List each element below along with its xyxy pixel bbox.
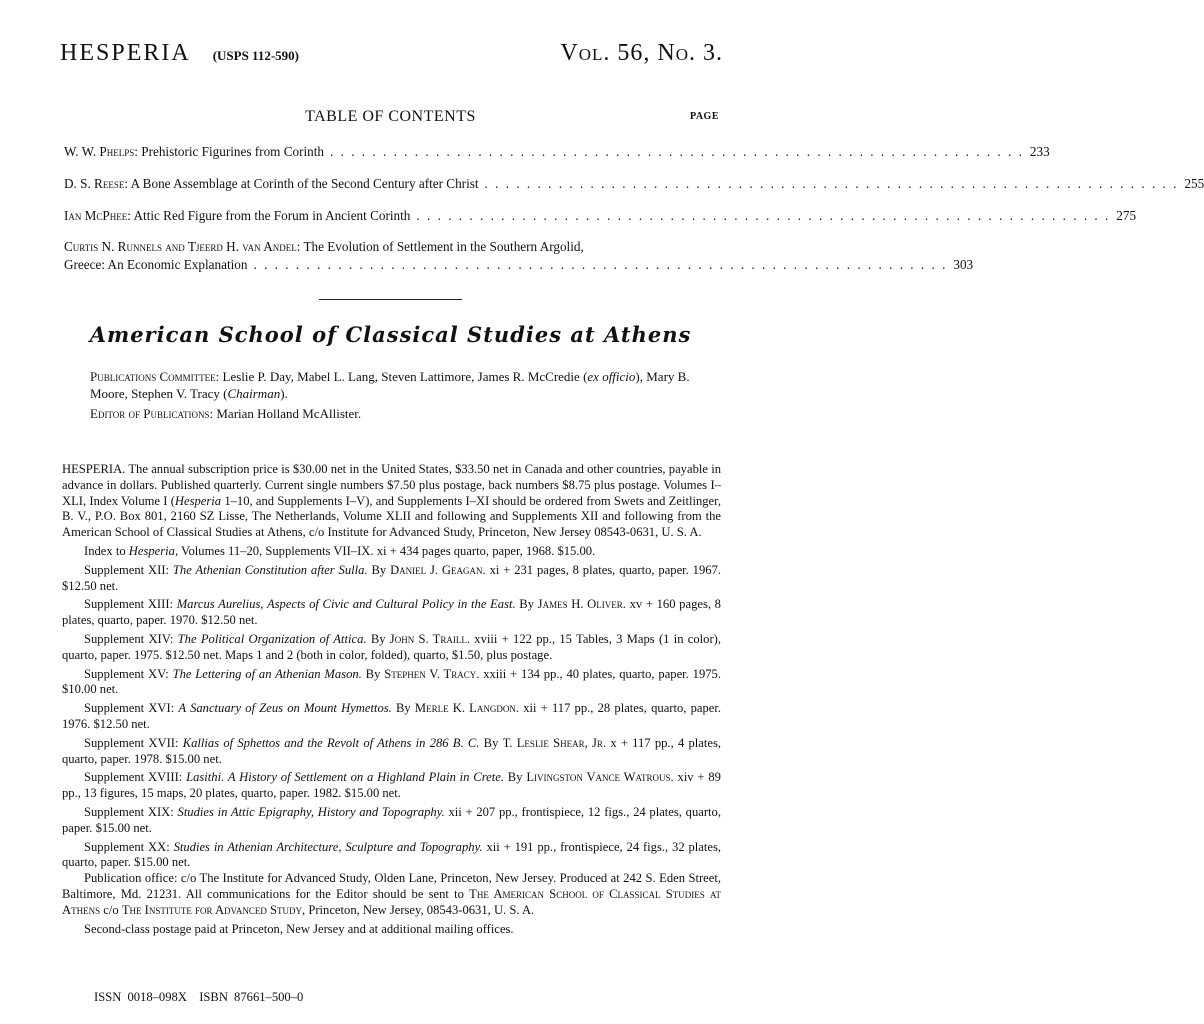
supplement-entry — [62, 597, 721, 629]
supplement-author: Livingston Vance Watrous. — [526, 770, 674, 785]
toc-article-title: Prehistoric Figurines from Corinth — [141, 144, 325, 159]
supplement-entry — [62, 563, 721, 595]
supplement-label: Supplement XX: — [84, 839, 170, 854]
supplement-title: The Lettering of an Athenian Mason. — [172, 666, 362, 681]
supplement-details: xxiii + 134 pp., 40 plates, quarto, paper. 1975. $10.00 net. — [62, 666, 721, 697]
supplement-label: Supplement XIV: — [84, 631, 174, 646]
supplement-by: By — [395, 701, 411, 716]
supplement-by: By — [507, 770, 523, 785]
subscription-lead: HESPERIA. — [62, 462, 126, 476]
school-address-name: The American School of Classical Studies at Athens — [62, 886, 721, 917]
school-title: American School of Classical Studies at Athens — [89, 322, 692, 347]
supplement-entry — [62, 701, 721, 733]
supplement-title: Studies in Athenian Architecture, Sculpture and Topography. — [173, 839, 483, 854]
supplement-by: By — [483, 735, 499, 750]
chairman-note: Chairman — [227, 386, 281, 401]
committee-end: ). — [280, 386, 288, 401]
supplement-details: xv + 160 pages, 8 plates, quarto, paper. 1970. $12.50 net. — [62, 597, 721, 628]
committee-members-cont: ), Mary B. Moore, Stephen V. Tracy ( — [90, 369, 690, 401]
toc-article-title: A Bone Assemblage at Corinth of the Second Century after Christ — [130, 176, 479, 191]
supplement-title: Marcus Aurelius, Aspects of Civic and Cultural Policy in the East. — [176, 597, 516, 612]
editor-label: Editor of Publications: — [90, 406, 214, 421]
toc-article-title: The Evolution of Settlement in the Southern Argolid, — [303, 239, 584, 254]
toc-author: Curtis N. Runnels and Tjeerd H. van Andel: — [64, 239, 301, 254]
toc-author: Ian McPhee: — [64, 208, 131, 223]
isbn: ISBN 87661–500–0 — [199, 990, 304, 1004]
toc-page-label: PAGE — [689, 111, 719, 122]
supplement-title: Studies in Attic Epigraphy, History and Topography. — [177, 804, 445, 819]
supplement-entry — [62, 667, 721, 699]
toc-leader: . . . . . . . . . . . . . . . . . . . . . . . . . . . . . . . . . . . . . . . . . . . . . . . . . . . . . . . . . . . . . . . . . . — [484, 176, 1179, 191]
supplement-by: By — [519, 597, 534, 612]
volume-number: Vol. 56, No. 3. — [560, 40, 723, 66]
toc-author: D. S. Reese: — [64, 176, 129, 191]
supplement-label: Supplement XIII: — [84, 597, 174, 612]
publication-office-address: Princeton, New Jersey, 08543-0631, U. S. A. — [308, 902, 535, 917]
hesperia-italic: Hesperia — [174, 493, 222, 508]
supplement-author: Stephen V. Tracy. — [384, 666, 480, 681]
subscription-text: The annual subscription price is $30.00 net in the United States, $33.50 net in Canada and other countries, payable in advance in dollars. Published quarterly. Current single numbers $7.50 plus postage, back numbers $8.75 plus postage. Volumes I–XLI, Index Volume I ( — [62, 462, 722, 508]
postage-note: Second-class postage paid at Princeton, New Jersey and at additional mailing offices. — [84, 921, 514, 936]
toc-entry — [64, 238, 974, 274]
publication-office-text: Publication office: c/o The Institute for Advanced Study, Olden Lane, Princeton, New Jersey. Produced at 242 S. Eden Street, Baltimore, Md. 21231. All communications for the Editor should be sent to — [62, 871, 721, 901]
index-pre: Index to — [84, 543, 126, 558]
toc-leader: . . . . . . . . . . . . . . . . . . . . . . . . . . . . . . . . . . . . . . . . . . . . . . . . . . . . . . . . . . . . . . . . . . — [330, 144, 1024, 159]
section-divider — [319, 299, 462, 300]
journal-title: HESPERIA — [60, 40, 191, 66]
toc-page-number: 233 — [1029, 144, 1050, 159]
toc-entry — [64, 143, 1050, 161]
subscription-text-cont: 1–10, and Supplements I–V), and Supplements I–XI should be ordered from Swets and Zeitlinger, B. V., P.O. Box 801, 2160 SZ Lisse, The Netherlands, Volume XLII and following and Supplements XII and following from the American School of Classical Studies at Athens, c/o Institute for Advanced Study, Princeton, New Jersey 08543-0631, U. S. A. — [62, 493, 721, 540]
committee-label: Publications Committee: — [90, 369, 220, 384]
institute-name: The Institute for Advanced Study, — [121, 902, 306, 917]
supplement-label: Supplement XVIII: — [84, 770, 183, 785]
issn-isbn — [94, 990, 303, 1005]
supplement-entry — [62, 736, 721, 768]
supplement-entry — [62, 805, 721, 837]
supplement-entry — [62, 840, 721, 872]
subscription-paragraph — [62, 462, 721, 541]
supplement-author: T. Leslie Shear, Jr. — [502, 735, 607, 750]
supplement-title: The Athenian Constitution after Sulla. — [172, 562, 368, 577]
supplement-author: John S. Traill. — [389, 631, 471, 646]
toc-page-number: 255 — [1184, 176, 1204, 191]
publication-office — [62, 871, 721, 918]
index-details: Volumes 11–20, Supplements VII–IX. xi + 434 pages quarto, paper, 1968. $15.00. — [181, 543, 596, 558]
supplement-title: The Political Organization of Attica. — [177, 631, 367, 646]
supplement-title: A Sanctuary of Zeus on Mount Hymettos. — [178, 701, 392, 716]
supplement-details: xii + 207 pp., frontispiece, 12 figs., 24 plates, quarto, paper. $15.00 net. — [62, 804, 721, 835]
supplement-details: x + 117 pp., 4 plates, quarto, paper. 1978. $15.00 net. — [62, 735, 721, 766]
editor-name: Marian Holland McAllister. — [216, 406, 362, 421]
toc-article-title: Attic Red Figure from the Forum in Ancient Corinth — [133, 208, 411, 223]
ex-officio-note: ex officio — [587, 369, 636, 384]
toc-leader: . . . . . . . . . . . . . . . . . . . . . . . . . . . . . . . . . . . . . . . . . . . . . . . . . . . . . . . . . . . . . . . . . . — [253, 257, 948, 272]
supplement-title: Lasithi. A History of Settlement on a Highland Plain in Crete. — [186, 770, 504, 785]
page-header — [60, 40, 723, 74]
supplement-title: Kallias of Sphettos and the Revolt of Athens in 286 B. C. — [182, 735, 480, 750]
committee-members: Leslie P. Day, Mabel L. Lang, Steven Lattimore, James R. McCredie — [222, 369, 580, 384]
toc-entry — [64, 175, 1204, 193]
supplement-by: By — [371, 562, 387, 577]
toc-page-number: 303 — [953, 257, 974, 272]
toc-article-title-cont: Greece: An Economic Explanation — [64, 257, 248, 272]
supplement-label: Supplement XVII: — [84, 735, 179, 750]
supplement-details: xviii + 122 pp., 15 Tables, 3 Maps (1 in color), quarto, paper. 1975. $12.50 net. Maps 1 and 2 (both in color, folded), quarto, $1.50, plus postage. — [62, 631, 721, 662]
supplement-label: Supplement XIX: — [84, 804, 174, 819]
usps-number: (USPS 112-590) — [212, 48, 299, 63]
supplement-label: Supplement XVI: — [84, 701, 175, 716]
index-entry — [62, 544, 721, 560]
toc-page-number: 275 — [1116, 208, 1137, 223]
committee-block: Publications Committee: Leslie P. Day, Mabel L. Lang, Steven Lattimore, James R. McCredie (ex officio), Mary B. Moore, Stephen V. Tracy (Chairman). Editor of Publications: Marian Holland McAllister. — [90, 369, 690, 421]
supplement-by: By — [370, 631, 386, 646]
toc-title: TABLE OF CONTENTS — [305, 108, 476, 125]
supplement-author: Merle K. Langdon. — [414, 701, 520, 716]
supplement-label: Supplement XV: — [84, 666, 169, 681]
supplement-entry — [62, 770, 721, 802]
supplement-author: Daniel J. Geagan. — [390, 562, 486, 577]
toc-leader: . . . . . . . . . . . . . . . . . . . . . . . . . . . . . . . . . . . . . . . . . . . . . . . . . . . . . . . . . . . . . . . . . . — [416, 208, 1111, 223]
toc-entry — [64, 207, 1137, 225]
supplement-label: Supplement XII: — [84, 562, 170, 577]
supplement-by: By — [365, 666, 381, 681]
issn: ISSN 0018–098X — [94, 990, 187, 1004]
supplement-details: xiv + 89 pp., 13 figures, 15 maps, 20 plates, quarto, paper. 1982. $15.00 net. — [62, 770, 721, 801]
supplement-details: xi + 231 pages, 8 plates, quarto, paper. 1967. $12.50 net. — [62, 562, 722, 593]
supplement-author: James H. Oliver. — [537, 597, 626, 612]
supplement-details: xii + 191 pp., frontispiece, 24 figs., 32 plates, quarto, paper. $15.00 net. — [62, 839, 721, 870]
supplement-entry — [62, 632, 721, 664]
supplement-details: xii + 117 pp., 28 plates, quarto, paper. 1976. $12.50 net. — [62, 701, 722, 731]
care-of: c/o — [103, 902, 119, 917]
subscription-info — [62, 462, 721, 937]
toc-author: W. W. Phelps: — [64, 144, 138, 159]
index-hesperia: Hesperia, — [128, 543, 179, 558]
